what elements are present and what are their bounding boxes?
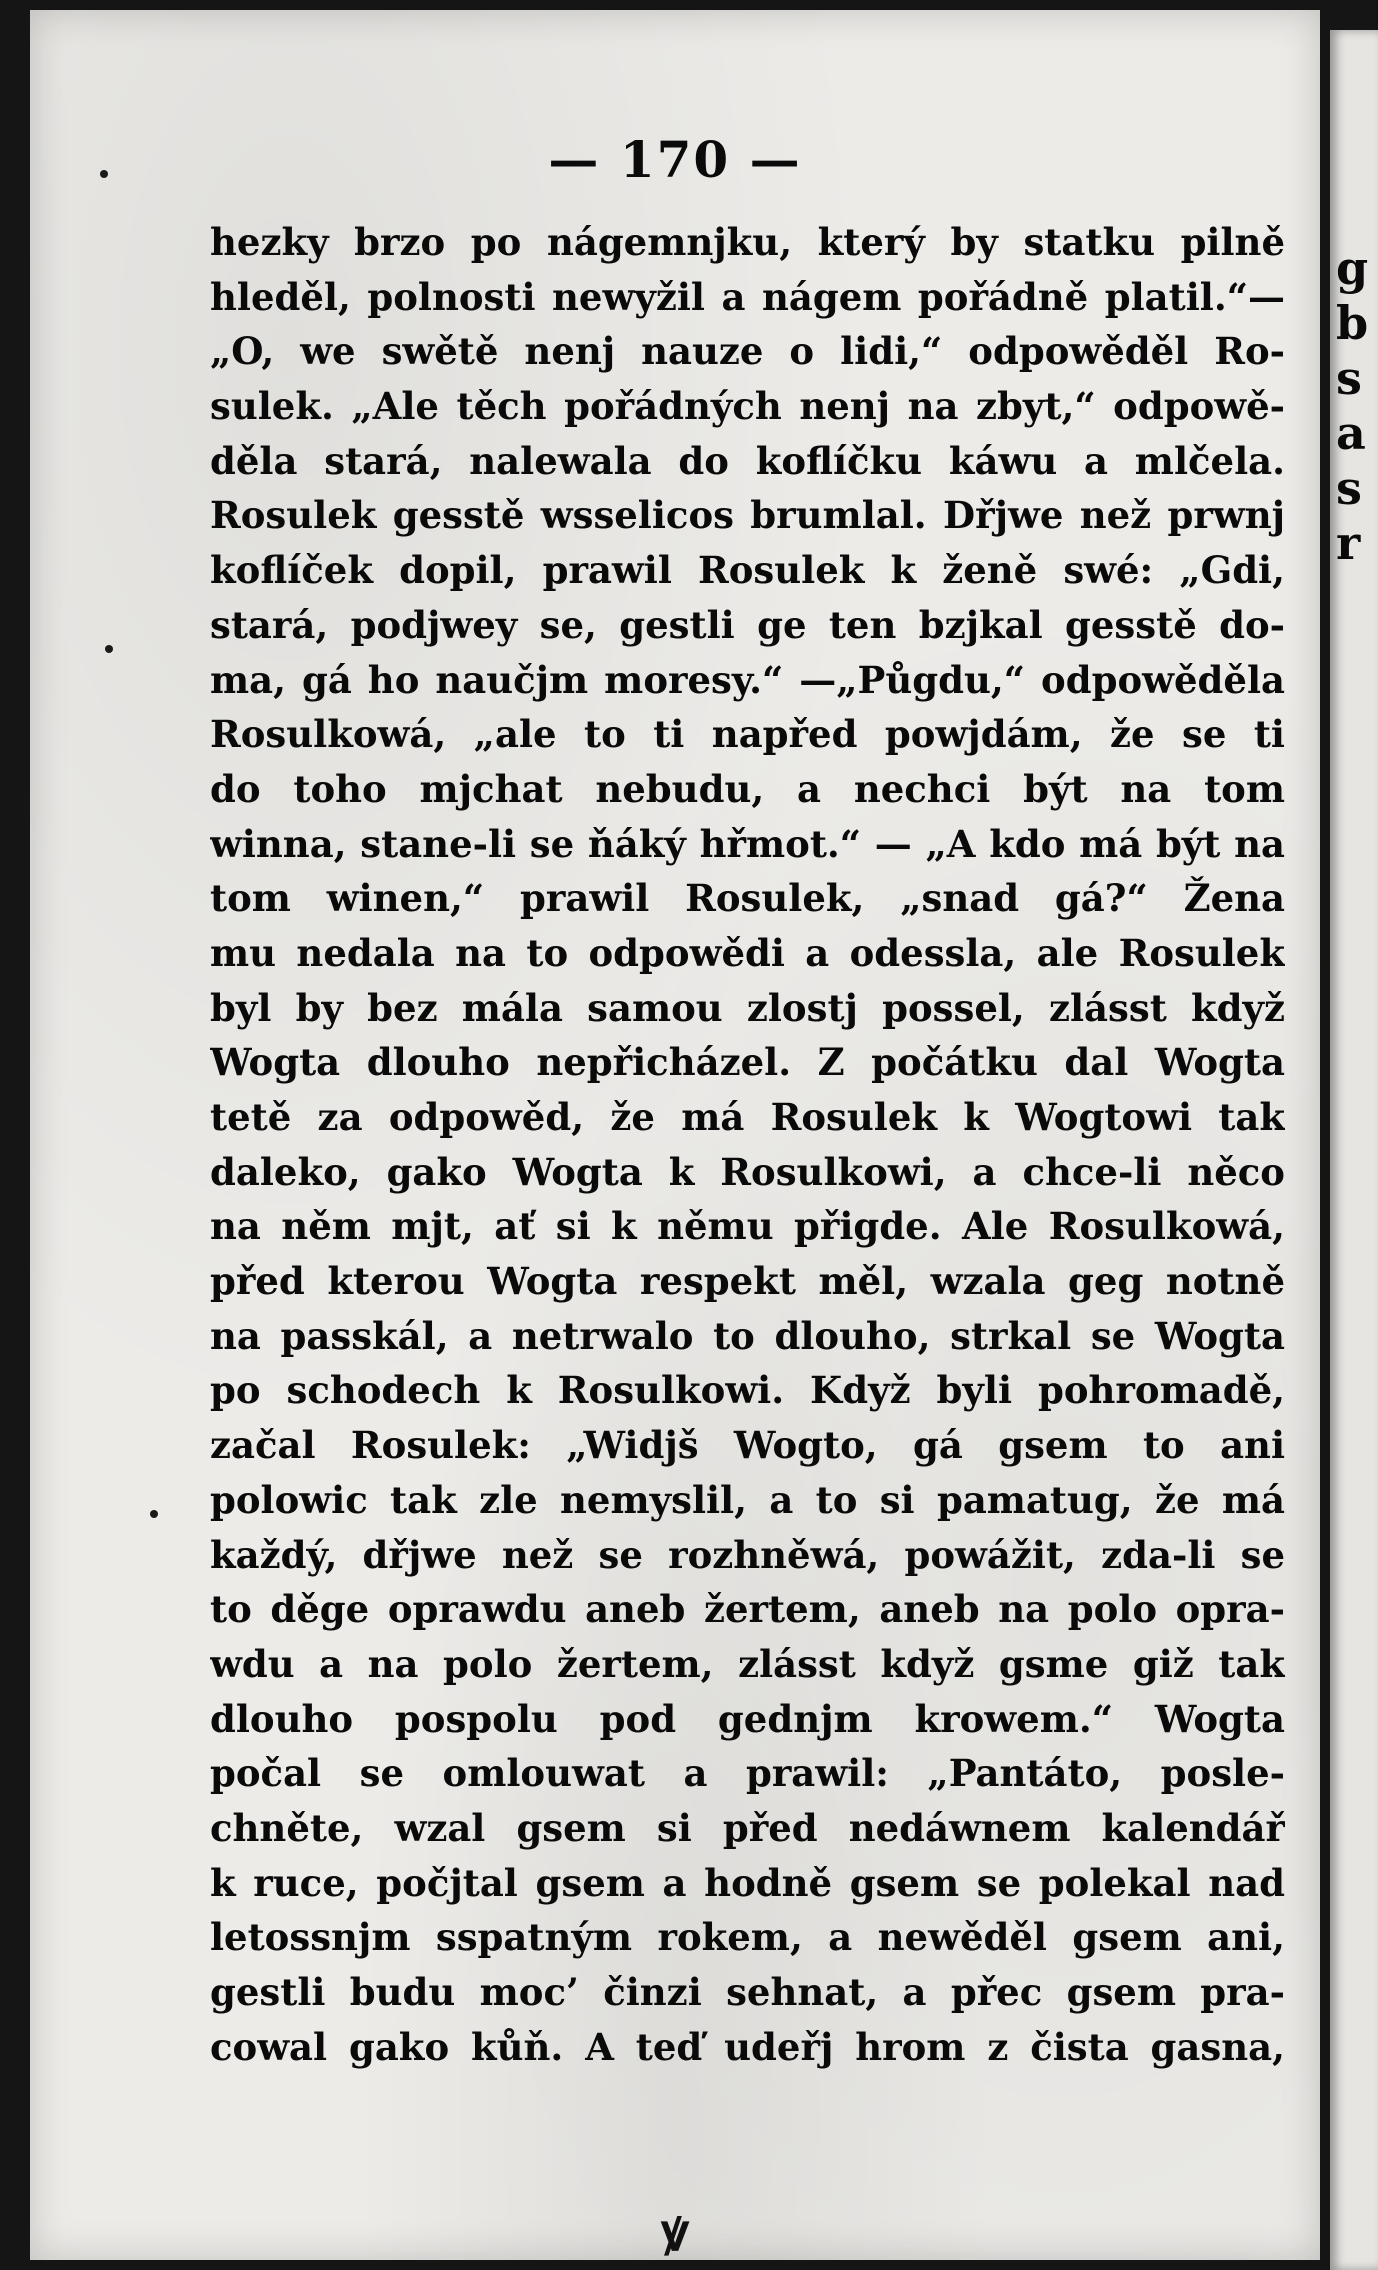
edge-glyph: b — [1336, 296, 1369, 350]
text-line: ma, gá ho naučjm moresy.“ —„Půgdu,“ odpowěděla — [210, 657, 1285, 702]
edge-glyph: r — [1336, 516, 1361, 570]
text-line: do toho mjchat nebudu, a nechci být na tom — [210, 766, 1285, 811]
text-line: každý, dřjwe než se rozhněwá, powážit, zda-li se — [210, 1532, 1285, 1577]
text-line: tom winen,“ prawil Rosulek, „snad gá?“ Žena — [210, 876, 1285, 921]
text-line: daleko, gako Wogta k Rosulkowi, a chce-li něco — [210, 1149, 1285, 1194]
paper-speck — [150, 1510, 158, 1518]
text-line: děla stará, nalewala do koflíčku káwu a mlčela. — [210, 438, 1285, 483]
edge-glyph: a — [1336, 406, 1366, 460]
text-line: na něm mjt, ať si k němu přigde. Ale Rosulkowá, — [210, 1204, 1285, 1249]
text-line: počal se omlouwat a prawil: „Pantáto, posle- — [210, 1751, 1285, 1796]
text-line: hezky brzo po nágemnjku, který by statku pilně — [210, 220, 1285, 264]
text-line: Rosulek gesstě wsselicos brumlal. Dřjwe než prwnj — [210, 493, 1285, 538]
text-line: winna, stane-li se ňáký hřmot.“ — „A kdo má být na — [210, 821, 1285, 866]
text-line: po schodech k Rosulkowi. Když byli pohromadě, — [210, 1368, 1285, 1413]
text-line: tetě za odpowěd, že má Rosulek k Wogtowi tak — [210, 1095, 1285, 1139]
page-number: — 170 — — [548, 130, 802, 189]
text-line: cowal gako kůň. A teď udeřj hrom z čista gasna, — [210, 2024, 1285, 2069]
text-line: Rosulkowá, „ale to ti napřed powjdám, že se ti — [210, 712, 1285, 757]
text-line: letossnjm sspatným rokem, a newěděl gsem ani, — [210, 1915, 1285, 1960]
text-line: polowic tak zle nemyslil, a to si pamatug, že má — [210, 1477, 1285, 1522]
body-text — [210, 215, 1285, 2074]
text-line: wdu a na polo žertem, zlásst když gsme giž tak — [210, 1641, 1285, 1686]
printer-signature-mark: ꝟ — [661, 2202, 689, 2260]
edge-glyph: s — [1336, 351, 1362, 405]
paper-speck — [100, 170, 108, 178]
text-line: gestli budu moc’ činzi sehnat, a přec gsem pra- — [210, 1970, 1285, 2014]
edge-glyph: g — [1336, 241, 1369, 295]
text-line: dlouho pospolu pod gednjm krowem.“ Wogta — [210, 1696, 1285, 1741]
text-line: před kterou Wogta respekt měl, wzala geg notně — [210, 1259, 1285, 1304]
text-line: k ruce, počjtal gsem a hodně gsem se polekal nad — [210, 1860, 1285, 1905]
text-line: sulek. „Ale těch pořádných nenj na zbyt,“ odpowě- — [210, 384, 1285, 429]
text-line: chněte, wzal gsem si před nedáwnem kalendář — [210, 1805, 1285, 1850]
text-line: to děge oprawdu aneb žertem, aneb na polo opra- — [210, 1587, 1285, 1632]
paper-speck — [105, 645, 113, 653]
book-page — [30, 10, 1320, 2260]
edge-glyph: s — [1336, 461, 1362, 515]
text-line: hleděl, polnosti newyžil a nágem pořádně platil.“— — [210, 274, 1285, 319]
text-line: „O, we swětě nenj nauze o lidi,“ odpowěděl Ro- — [210, 329, 1285, 374]
text-line: Wogta dlouho nepřicházel. Z počátku dal Wogta — [210, 1040, 1285, 1085]
text-line: mu nedala na to odpowědi a odessla, ale Rosulek — [210, 930, 1285, 975]
text-line: byl by bez mála samou zlostj possel, zlásst když — [210, 985, 1285, 1030]
text-line: na passkál, a netrwalo to dlouho, strkal se Wogta — [210, 1313, 1285, 1358]
next-page-edge — [1330, 30, 1378, 2270]
text-line: stará, podjwey se, gestli ge ten bzjkal gesstě do- — [210, 602, 1285, 647]
text-line: začal Rosulek: „Widjš Wogto, gá gsem to ani — [210, 1423, 1285, 1468]
text-line: koflíček dopil, prawil Rosulek k ženě swé: „Gdi, — [210, 548, 1285, 593]
